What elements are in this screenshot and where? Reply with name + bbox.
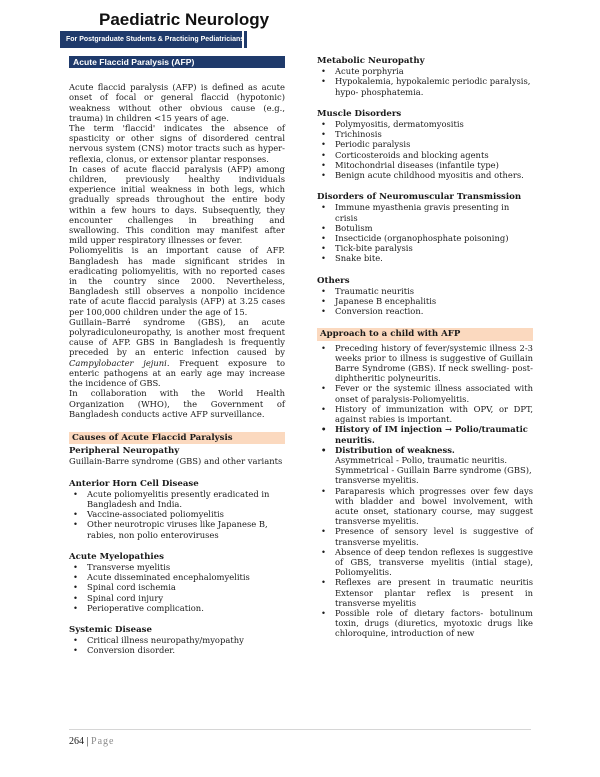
left-column: [69, 56, 285, 656]
list-myelopathies: [69, 562, 285, 613]
list-nmt: [317, 202, 533, 263]
heading-metabolic: Metabolic Neuropathy: [317, 56, 425, 66]
list-item: • History of IM injection → Polio/traumatic neuritis.: [317, 424, 533, 444]
list-item: • Hypokalemia, hypokalemic periodic paralysis, hypo- phosphatemia.: [317, 76, 533, 96]
list-item: • History of immunization with OPV, or DPT, against rabies is important.: [317, 404, 533, 424]
list-item: • Mitochondrial diseases (infantile type): [317, 160, 533, 170]
list-systemic: [69, 635, 285, 655]
list-item: • Fever or the systemic illness associated with onset of paralysis-Poliomyelitis.: [317, 383, 533, 403]
list-item: • Acute porphyria: [317, 66, 533, 76]
list-item: • Corticosteroids and blocking agents: [317, 150, 533, 160]
list-item: • Other neurotropic viruses like Japanese B, rabies, non polio enteroviruses: [69, 519, 285, 539]
list-approach: [317, 343, 533, 455]
list-item: • Japanese B encephalitis: [317, 296, 533, 306]
list-item: • Acute poliomyelitis presently eradicated in Bangladesh and India.: [69, 489, 285, 509]
list-muscle: [317, 119, 533, 180]
section-title-causes: Causes of Acute Flaccid Paralysis: [69, 432, 285, 444]
para-children: In cases of acute flaccid paralysis (AFP) among children, previously healthy individuals experience initial weakness in both legs, which gradually spreads throughout the entire body within a few hours to days. Subsequently, they encounter challenges in breathing and swallowing. This condition may manifest after mild upper respiratory illnesses or fever.: [69, 163, 285, 246]
distribution-asymmetrical: Asymmetrical - Polio, traumatic neuritis.: [335, 454, 508, 465]
footer-separator: |: [86, 736, 89, 747]
heading-myelopathies: Acute Myelopathies: [69, 551, 164, 562]
para-who: In collaboration with the World Health Organization (WHO), the Government of Bangladesh conducts active AFP surveillance.: [69, 388, 285, 419]
list-item: • Benign acute childhood myositis and others.: [317, 170, 533, 180]
page-label: Page: [91, 736, 115, 747]
page-footer: [69, 736, 114, 747]
heading-nmt: Disorders of Neuromuscular Transmission: [317, 192, 522, 203]
list-item: • Insecticide (organophosphate poisoning): [317, 233, 533, 243]
header-accent-bar: [244, 31, 247, 48]
para-gbs: [69, 317, 285, 388]
list-item: • Immune myasthenia gravis presenting in crisis: [317, 202, 533, 222]
list-item: • Paraparesis which progresses over few days with bladder and bowel involvement, with acute onset, stationary course, may suggest transverse myelitis.: [317, 486, 533, 527]
list-item: • Conversion reaction.: [317, 306, 533, 316]
heading-others: Others: [317, 275, 350, 286]
list-item: • Snake bite.: [317, 253, 533, 263]
list-item: • Critical illness neuropathy/myopathy: [69, 635, 285, 645]
list-item: • Spinal cord injury: [69, 593, 285, 603]
running-header-subtitle: For Postgraduate Students & Practicing Pediatricians: [60, 31, 242, 48]
right-column: [317, 56, 533, 639]
list-item: • Presence of sensory level is suggestive of transverse myelitis.: [317, 526, 533, 546]
list-item: • Possible role of dietary factors- botulinum toxin, drugs (diuretics, myotoxic drugs like chloroquine, introduction of new: [317, 608, 533, 639]
heading-systemic: Systemic Disease: [69, 624, 152, 635]
list-anterior-horn: [69, 489, 285, 540]
list-others: [317, 286, 533, 317]
list-item: • Polymyositis, dermatomyositis: [317, 119, 533, 129]
list-item: • Vaccine-associated poliomyelitis: [69, 509, 285, 519]
list-item: • Acute disseminated encephalomyelitis: [69, 572, 285, 582]
para-gbs-organism: Campylobacter jejuni: [69, 357, 167, 368]
para-flaccid: The term 'flaccid' indicates the absence of spasticity or other signs of disordered central nervous system (CNS) motor tracts such as hyper-reflexia, clonus, or extensor plantar responses.: [69, 123, 285, 164]
para-poliomyelitis: Poliomyelitis is an important cause of AFP. Bangladesh has made significant strides in eradicating poliomyelitis, with no reported cases in the country since 2000. Nevertheless, Bangladesh still observes a nonpolio incidence rate of acute flaccid paralysis (AFP) at 3.25 cases per 100,000 children under the age of 15.: [69, 245, 285, 317]
para-gbs-text-b: . Frequent exposure to enteric pathogens at an early age may increase the incidence of GBS.: [69, 357, 285, 389]
list-item: • Trichinosis: [317, 129, 533, 139]
list-item: • Periodic paralysis: [317, 139, 533, 149]
section-title-approach: Approach to a child with AFP: [317, 328, 533, 340]
list-item: • Traumatic neuritis: [317, 286, 533, 296]
list-item: • Distribution of weakness.: [317, 445, 533, 455]
section-title-afp: Acute Flaccid Paralysis (AFP): [69, 56, 285, 68]
text-peripheral: Guillain-Barre syndrome (GBS) and other variants: [69, 456, 283, 467]
list-item: • Conversion disorder.: [69, 645, 285, 655]
list-approach-continued: [317, 486, 533, 639]
list-item: • Absence of deep tendon reflexes is suggestive of GBS, transverse myelitis (intial stage), Poliomyelitis.: [317, 547, 533, 578]
list-item: • Reflexes are present in traumatic neuritis Extensor plantar reflex is present in transverse myelitis: [317, 577, 533, 608]
page-number: 264: [69, 736, 84, 747]
footer-divider: [69, 729, 531, 730]
list-item: • Preceding history of fever/systemic illness 2-3 weeks prior to illness is suggestive of Guillain Barre Syndrome (GBS). If neck swelling- post-diphtheritic polyneuritis.: [317, 343, 533, 384]
list-item: • Spinal cord ischemia: [69, 582, 285, 592]
list-metabolic: [317, 66, 533, 97]
para-definition: Acute flaccid paralysis (AFP) is defined as acute onset of focal or general flaccid (hypotonic) weakness without other obvious cause (e.g., trauma) in children <15 years of age.: [69, 82, 285, 123]
heading-muscle: Muscle Disorders: [317, 108, 402, 119]
para-gbs-text-a: Guillain–Barré syndrome (GBS), an acute polyradiculoneuropathy, is another most frequent cause of AFP. GBS in Bangladesh is frequently preceded by an enteric infection caused by: [69, 316, 285, 358]
list-item: • Perioperative complication.: [69, 603, 285, 613]
running-header-title: Paediatric Neurology: [99, 10, 270, 29]
heading-anterior-horn: Anterior Horn Cell Disease: [69, 478, 199, 489]
heading-peripheral-neuropathy: Peripheral Neuropathy: [69, 446, 180, 457]
list-item: • Tick-bite paralysis: [317, 243, 533, 253]
list-item: • Transverse myelitis: [69, 562, 285, 572]
list-item: • Botulism: [317, 223, 533, 233]
distribution-symmetrical: Symmetrical - Guillain Barre syndrome (GBS), transverse myelitis.: [335, 465, 532, 486]
